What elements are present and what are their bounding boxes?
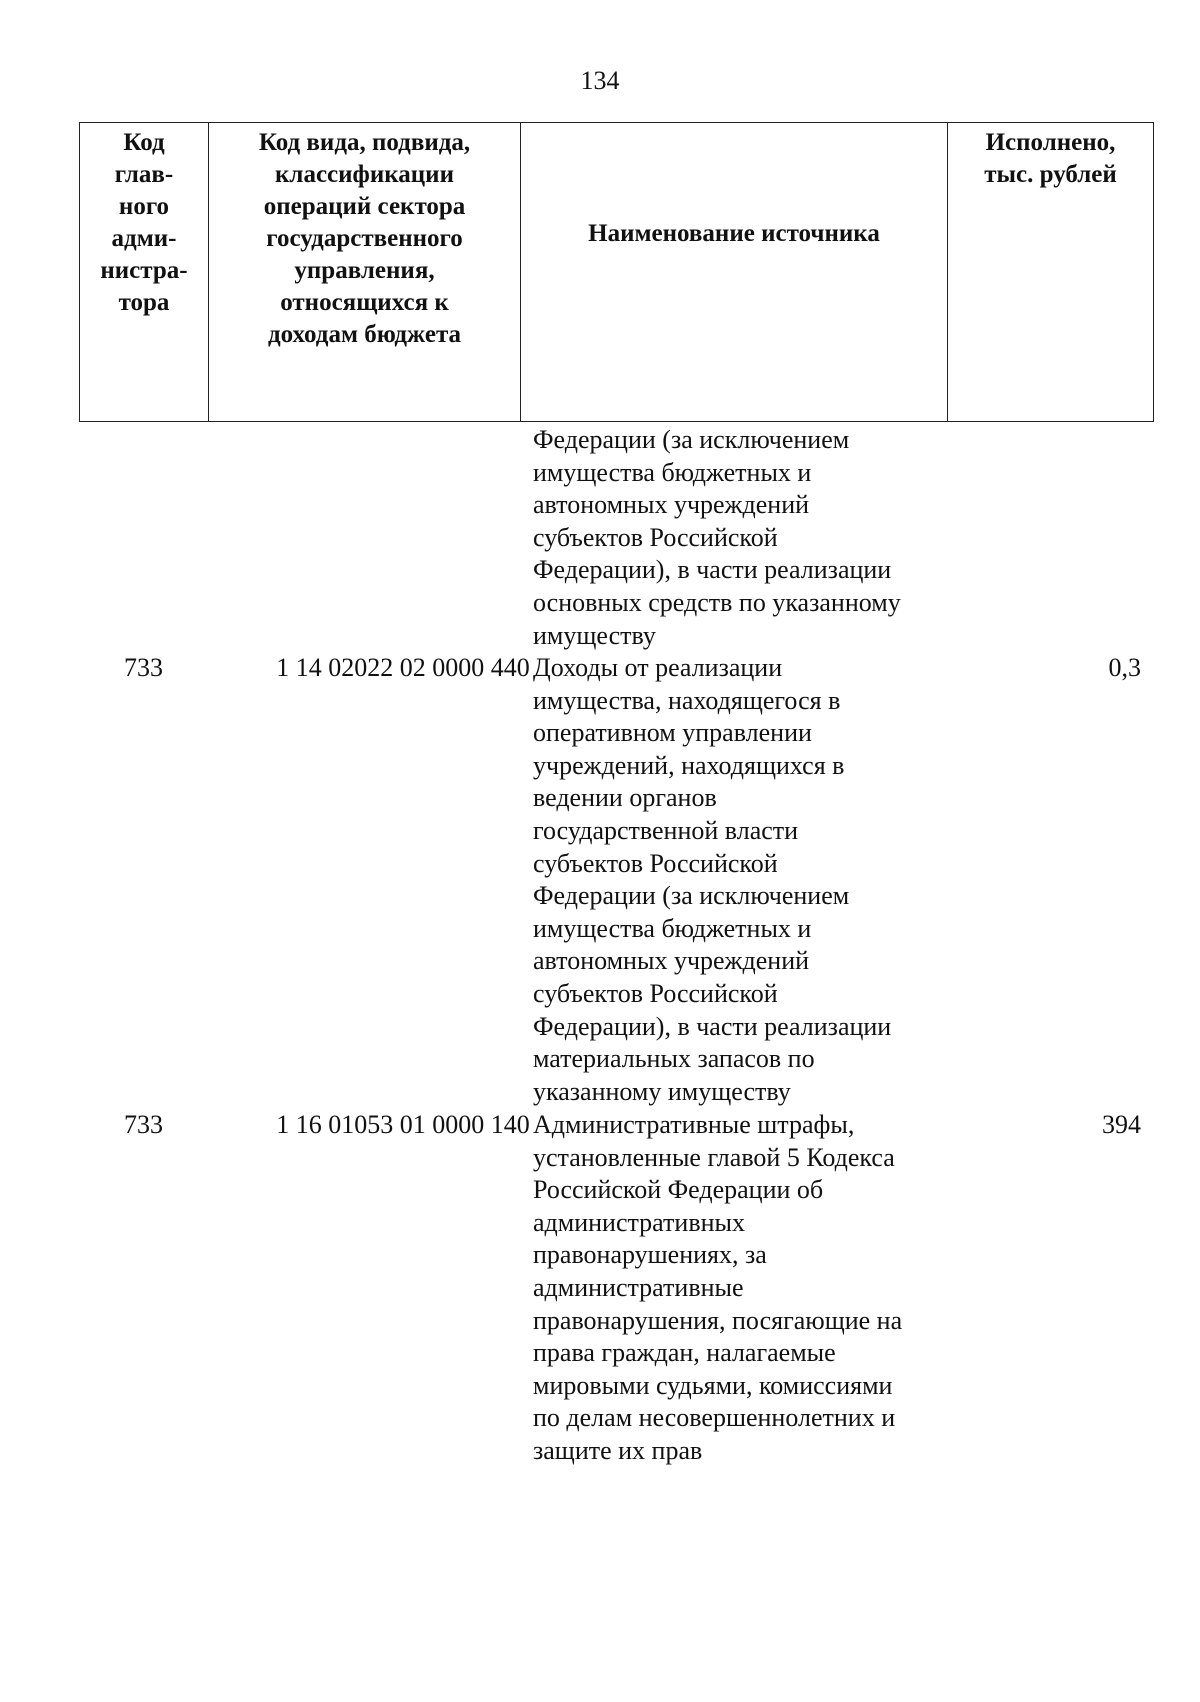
page-number: 134 bbox=[580, 66, 620, 95]
table-row bbox=[79, 1109, 1153, 1469]
table-row-continuation bbox=[79, 424, 1153, 652]
type-code-cell: 1 16 01053 01 0000 140 bbox=[276, 1110, 530, 1139]
executed-cell: 394 bbox=[1102, 1110, 1141, 1139]
admin-code-cell: 733 bbox=[124, 1110, 163, 1139]
table-body bbox=[79, 424, 1153, 1469]
source-name-cell: Доходы от реализации имущества, находящегося в оперативном управлении учреждений, находящихся в ведении органов государственной власти субъектов Российской Федерации (за исключением имущества бюджетных и автономных учреждений субъектов Российской Федерации), в части реализации материальных запасов по указанному имуществу bbox=[533, 653, 892, 1106]
source-name-cell: Административные штрафы, установленные главой 5 Кодекса Российской Федерации об административных правонарушениях, за административные правонарушения, посягающие на права граждан, налагаемые мировыми судьями, комиссиями по делам несовершеннолетних и защите их прав bbox=[533, 1110, 903, 1465]
admin-code-cell: 733 bbox=[124, 653, 163, 682]
header-executed: Исполнено, тыс. рублей bbox=[948, 123, 1154, 422]
table-header bbox=[79, 122, 1154, 422]
header-source-name: Наименование источника bbox=[521, 123, 948, 422]
source-name-cell: Федерации (за исключением имущества бюджетных и автономных учреждений субъектов Российской Федерации), в части реализации основных средств по указанному имуществу bbox=[533, 425, 901, 650]
header-admin-code: Код глав- ного адми- нистра- тора bbox=[80, 123, 209, 422]
type-code-cell: 1 14 02022 02 0000 440 bbox=[276, 653, 530, 682]
executed-cell: 0,3 bbox=[1108, 653, 1141, 682]
header-type-code: Код вида, подвида, классификации операций сектора государственного управления, относящихся к доходам бюджета bbox=[209, 123, 521, 422]
table-row bbox=[79, 652, 1153, 1109]
